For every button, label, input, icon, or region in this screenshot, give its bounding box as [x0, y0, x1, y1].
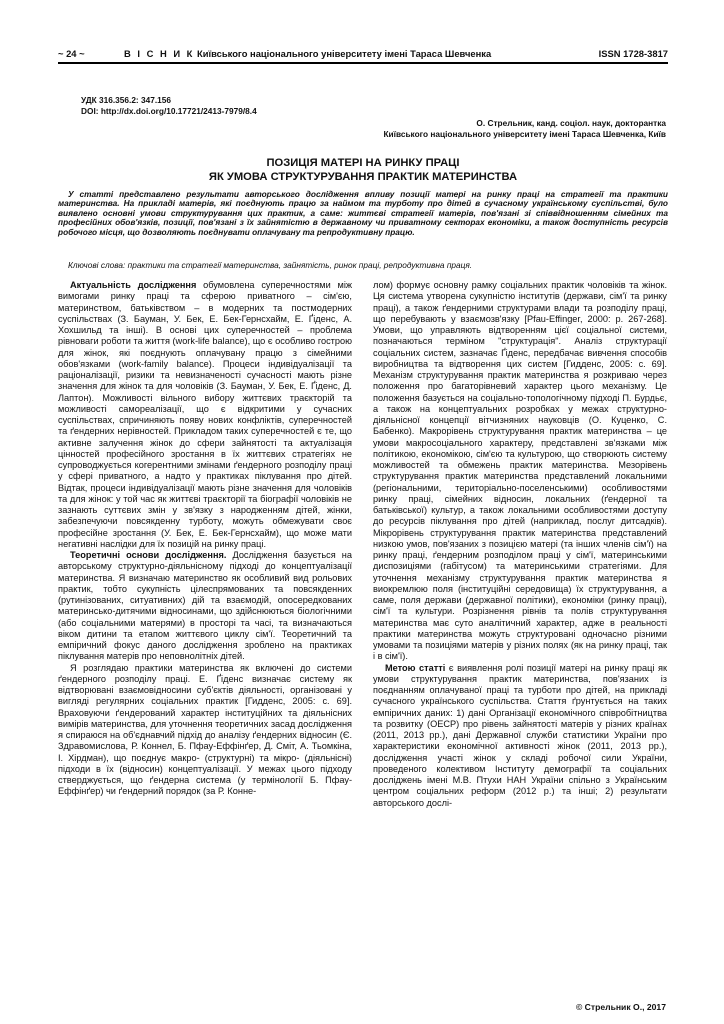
journal-name-spaced: В І С Н И К — [124, 48, 195, 59]
paragraph-text: є виявлення ролі позиції матері на ринку праці як умови структурування практик материнства, пов'язаних із поєднанням оплачуваної праці та турботи про дітей, на прикладі сучасного українського суспільства. Стаття ґрунтується на таких емпіричних даних: 1) дані Організації економічного співробітництва та розвитку (OECP) про рівень зайнятості матерів у різних країнах (2011, 2013 рр.), дані Державної служби статистики України про характеристики економічної активності жінок (2011, 2013 рр.), дослідження участі жінок у складі робочої сили України, проведеного колективом Інституту демографії та соціальних досліджень імені М.В. Птухи НАН України спільно з Українським центром соціальних реформ (2012 р.) та інші; 2) результати авторського дослі- — [373, 662, 667, 808]
author-block — [383, 118, 666, 140]
paragraph-text: лом) формує основну рамку соціальних практик чоловіків та жінок. Ця система утворена сукупністю інститутів (держави, сім'ї та ринку праці), а також ґендерними структурами влади та розподілу праці, що перебувають у взаємозв'язку [Pfau-Effinger, 2000: p. 267-268]. Умови, що управляють відтворенням цієї соціальної системи, позначаються терміном "структурація". Аналіз структурації соціальних систем, зазначає Ґіденс, передбачає вивчення способів виробництва та відтворення цих систем [Гидденс, 2005: с. 69]. Механізм структурування практик материнства я розкриваю через положення про багаторівневий характер цього механізму. Це положення базується на соціально-топологічному підході П. Бурдьє, а також на концептуальних розробках у межах структурно-діяльнісної концепції вітчизняних науковців (О. Куценко, С. Бабенко). Макрорівень структурування практик материнства – це умови макросоціального характеру, представлені зв'язками між політикою, економікою, сім'єю та культурою, що створюють систему можливостей та обмежень практик материнства. Мезорівень структурування практик материнства представлений локальними (регіональними, територіально-поселенськими) особливостями ринку праці, сімейних відносин, локальних (ґендерної та батьківської) культур, а також локальними особливостями доступу до ресурсів піклування про дітей (наприклад, послуг дитсадків). Мікрорівень структурування практик материнства представлений низкою умов, пов'язаних з позицією матері (та інших членів сім'ї) на ринку праці, ґендерним розподілом праці у сім'ї, материнськими диспозиціями (габітусом) та материнськими стратегіями. Для уточнення механізму структурування практик материнства я виокремлюю поля (інституційні середовища) їх структурування, а саме, поля держави (державної політики), економіки (ринку праці), сім'ї та культури. Розрізнення рівнів та полів структурування материнства має суто аналітичний характер, адже в реальності практики материнства можуть структуровані одночасно різними умовами та позиціями матерів у різних полях (як на ринку праці, так і в сім'ї). — [373, 280, 667, 662]
article-title — [58, 156, 668, 184]
paragraph-lead: Теоретичні основи дослідження. — [70, 550, 227, 560]
udc: УДК 316.356.2: 347.156 — [81, 95, 171, 105]
header-rule — [58, 62, 668, 64]
paragraph — [373, 663, 667, 809]
copyright: © Стрельник О., 2017 — [575, 1002, 666, 1012]
paragraph-lead: Актуальність дослідження — [70, 280, 197, 290]
doi: DOI: http://dx.doi.org/10.17721/2413-7979/8.4 — [81, 106, 257, 116]
keywords: Ключові слова: практики та стратегії материнства, зайнятість, ринок праці, репродуктивна праця. — [68, 260, 473, 270]
issn: ISSN 1728-3817 — [598, 48, 668, 59]
paragraph-lead: Метою статті — [385, 662, 446, 673]
journal-name-rest: Київського національного університету імені Тараса Шевченка — [194, 48, 492, 59]
paragraph — [58, 663, 352, 798]
author-affiliation: Київського національного університету імені Тараса Шевченка, Київ — [383, 129, 666, 139]
page-number: ~ 24 ~ — [58, 48, 85, 59]
abstract: У статті представлено результати авторського дослідження впливу позиції матері на ринку праці на стратегії та практики материнства. На прикладі матерів, які поєднують працю за наймом та турботу про дітей в сучасному українському суспільстві, було виявлено основні умови структурування цих практик, а саме: життєві стратегії матерів, пов'язані зі співвідношенням сімейних та професійних обов'язків, позиції, пов'язані з їх зайнятістю в державному чи приватному секторах економіки, а також доступність ресурсів робочого місця, що дозволяють поєднувати оплачувану та репродуктивну працю. — [58, 189, 668, 237]
paragraph — [373, 280, 667, 663]
title-line-2: ЯК УМОВА СТРУКТУРУВАННЯ ПРАКТИК МАТЕРИНСТВА — [208, 171, 518, 183]
paragraph-text: обумовлена суперечностями між вимогами ринку праці та сферою приватного – сім'єю, материнством, батьківством – в модерних та постмодерних суспільствах (З. Бауман, У. Бек, Е. Бек-Гернсхайм, Е. Ґіденс, А. Хохшильд та інші). В основі цих суперечностей – проблема рівноваги роботи та життя (work-life balance), що є особливо гострою для жінок, які поєднують оплачувану працю з сімейними обов'язками (work-family balance). Процеси індивідуалізації та раціоналізації, ризики та невизначеності сучасності мають різне значення для жінок та для чоловіків (З. Бауман, У. Бек, Е. Ґіденс, Д. Лаптон). Можливості вільного вибору життєвих траєкторій та можливості самореалізації, що є відкритими у сучасних суспільствах, спричиняють появу нових конфліктів, суперечностей та ґендерних нерівностей. Прикладом таких суперечностей є те, що активне залучення жінок до сфери зайнятості та актуалізація цінностей професійного зростання в їх життєвих стратегіях не супроводжується когерентними змінами ґендерного розподілу праці у сфері приватного, а надто у практиках піклування про дітей. Відтак, процеси індивідуалізації мають різне значення для чоловіків та для жінок: у той час як життєві траєкторії та біографії чоловіків не зазнають суттєвих змін у зв'язку з народженням дітей, жінки, забезпечуючи повсякденну турботу, можуть обмежувати своє професійне зростання (У. Бек, Е. Бек-Гернсхайм), що може мати негативні наслідки для їх позицій на ринку праці. — [58, 280, 353, 549]
author-name: О. Стрельник, канд. соціол. наук, докторантка — [476, 118, 666, 128]
journal-name — [124, 48, 491, 59]
article-meta — [81, 95, 257, 117]
paragraph-text: Я розглядаю практики материнства як включені до системи ґендерного розподілу праці. Е. Ґіденс визначає систему як відтворювані взаємовідносини суб'єктів діяльності, організовані у вигляді регулярних соціальних практик [Гидденс, 2005: с. 69]. Враховуючи ґендерований характер інституційних та діяльнісних вимірів материнства, для уточнення теоретичних засад дослідження я спираюся на об'єднавчий підхід до аналізу ґендерних відносин (Є. Здравомислова, Р. Коннел, Б. Пфау-Еффінґер, Д. Сміт, А. Тьомкіна, І. Хірдман), що поєднує макро- (структурні) та мікро- (діяльнісні) підходи в їх (відносин) концептуалізації. У межах цього підходу стверджується, що ґендерна система (у термінології Б. Пфау-Еффінґер) чи ґендерний порядок (за Р. Конне- — [58, 662, 352, 797]
right-column — [373, 280, 667, 809]
left-column — [58, 280, 352, 798]
paragraph — [58, 280, 352, 550]
paragraph — [58, 550, 352, 663]
title-line-1: ПОЗИЦІЯ МАТЕРІ НА РИНКУ ПРАЦІ — [266, 157, 460, 169]
paragraph-text: Дослідження базується на авторському структурно-діяльнісному підході до концептуалізації материнства. Я визначаю материнство як особливий вид рольових практик, тобто сукупність цілеспрямованих та повсякденних (рутинізованих, ситуативних) дій та взаємодій, опосередкованих материнсько-дитячими відносинами, що здійснюються біологічними (або соціальними матерями) в просторі та часі, та визначаються віком дитини та етапом життєвого циклу сім'ї. Теоретичний та емпіричний фокус даного дослідження зроблено на практиках піклування матерів про неповнолітніх дітей. — [58, 550, 352, 662]
